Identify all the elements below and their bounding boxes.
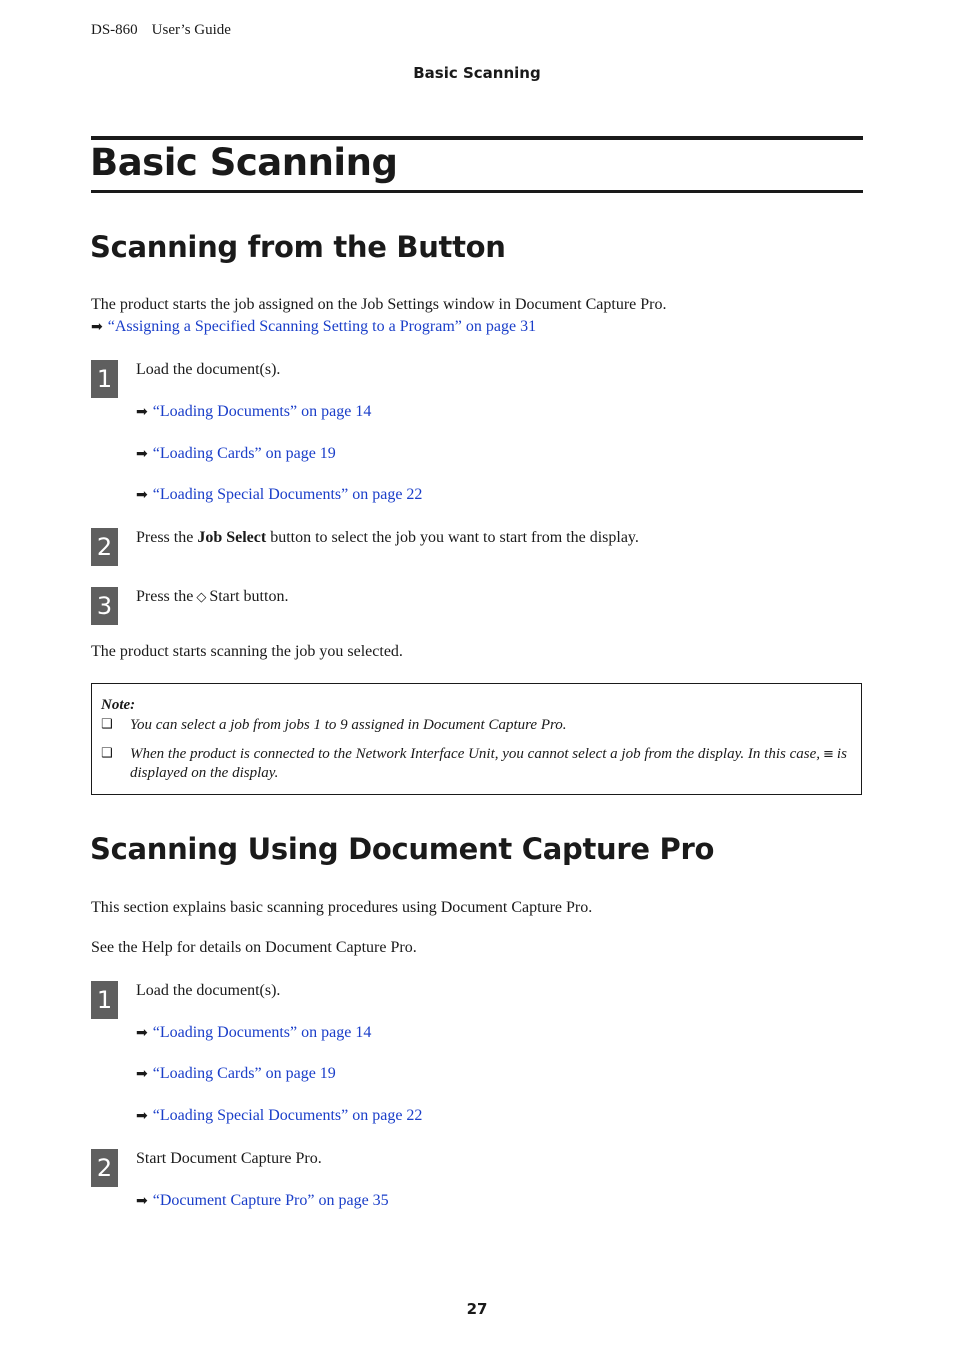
step-2-text-before: Press the bbox=[136, 529, 198, 546]
chapter-rule-top bbox=[91, 136, 863, 140]
note-item-2 bbox=[130, 745, 855, 783]
step-2-link-line-1 bbox=[136, 1192, 389, 1210]
step-3-text bbox=[136, 588, 288, 606]
step-1-link-line-2 bbox=[136, 1065, 336, 1083]
product-name: DS-860 bbox=[91, 22, 138, 38]
arrow-right-icon: ➡ bbox=[91, 319, 103, 335]
step-number-2: 2 bbox=[91, 528, 118, 566]
section-title-document-capture-pro: Scanning Using Document Capture Pro bbox=[90, 832, 715, 866]
step-2-text-after: button to select the job you want to start from the display. bbox=[266, 529, 639, 546]
display-dash-icon: ≡ bbox=[823, 747, 834, 762]
note-item-1: You can select a job from jobs 1 to 9 assigned in Document Capture Pro. bbox=[130, 717, 567, 733]
step-number-3: 3 bbox=[91, 587, 118, 625]
step-1-link-line-3 bbox=[136, 1107, 422, 1125]
page-header bbox=[91, 22, 231, 39]
link-document-capture-pro[interactable]: “Document Capture Pro” on page 35 bbox=[152, 1192, 389, 1209]
note-title: Note: bbox=[101, 697, 136, 713]
section1-intro: The product starts the job assigned on the Job Settings window in Document Capture Pro. bbox=[91, 296, 667, 313]
arrow-right-icon: ➡ bbox=[136, 404, 148, 420]
checkbox-icon: ❑ bbox=[101, 717, 113, 732]
chapter-rule-bottom bbox=[91, 190, 863, 193]
arrow-right-icon: ➡ bbox=[136, 1193, 148, 1209]
section2-para2: See the Help for details on Document Capture Pro. bbox=[91, 939, 417, 956]
section1-result: The product starts scanning the job you selected. bbox=[91, 643, 403, 660]
arrow-right-icon: ➡ bbox=[136, 446, 148, 462]
link-loading-documents[interactable]: “Loading Documents” on page 14 bbox=[152, 1024, 372, 1041]
section1-intro-link-line bbox=[91, 318, 536, 336]
arrow-right-icon: ➡ bbox=[136, 487, 148, 503]
link-loading-special-documents[interactable]: “Loading Special Documents” on page 22 bbox=[152, 486, 423, 503]
step-number-1: 1 bbox=[91, 360, 118, 398]
arrow-right-icon: ➡ bbox=[136, 1066, 148, 1082]
arrow-right-icon: ➡ bbox=[136, 1025, 148, 1041]
step-3-text-after: Start button. bbox=[209, 588, 289, 605]
job-select-label: Job Select bbox=[197, 529, 267, 546]
note-item-2-text-end: is displayed on the display. bbox=[130, 746, 847, 781]
step-1-link-line-3 bbox=[136, 486, 422, 504]
page-number: 27 bbox=[466, 1300, 488, 1318]
step-2-text bbox=[136, 529, 639, 547]
section2-para1: This section explains basic scanning procedures using Document Capture Pro. bbox=[91, 899, 593, 916]
step-2-text: Start Document Capture Pro. bbox=[136, 1150, 322, 1167]
link-assigning-setting[interactable]: “Assigning a Specified Scanning Setting to a Program” on page 31 bbox=[107, 318, 537, 335]
step-1-text: Load the document(s). bbox=[136, 982, 281, 999]
link-loading-special-documents[interactable]: “Loading Special Documents” on page 22 bbox=[152, 1107, 423, 1124]
guide-name: User’s Guide bbox=[151, 22, 231, 38]
running-title: Basic Scanning bbox=[413, 64, 541, 82]
step-1-link-line-1 bbox=[136, 1024, 371, 1042]
step-number-2: 2 bbox=[91, 1149, 118, 1187]
link-loading-cards[interactable]: “Loading Cards” on page 19 bbox=[152, 1065, 336, 1082]
step-number-1: 1 bbox=[91, 981, 118, 1019]
section-title-scanning-from-button: Scanning from the Button bbox=[90, 230, 506, 264]
step-1-text: Load the document(s). bbox=[136, 361, 281, 378]
step-1-link-line-2 bbox=[136, 445, 336, 463]
step-3-text-before: Press the bbox=[136, 588, 194, 605]
link-loading-documents[interactable]: “Loading Documents” on page 14 bbox=[152, 403, 372, 420]
start-icon: ◇ bbox=[196, 590, 207, 605]
checkbox-icon: ❑ bbox=[101, 746, 113, 761]
note-item-2-text: When the product is connected to the Network Interface Unit, you cannot select a job from the display. In this case, bbox=[130, 746, 820, 762]
arrow-right-icon: ➡ bbox=[136, 1108, 148, 1124]
chapter-title: Basic Scanning bbox=[90, 141, 398, 184]
link-loading-cards[interactable]: “Loading Cards” on page 19 bbox=[152, 445, 336, 462]
step-1-link-line-1 bbox=[136, 403, 371, 421]
